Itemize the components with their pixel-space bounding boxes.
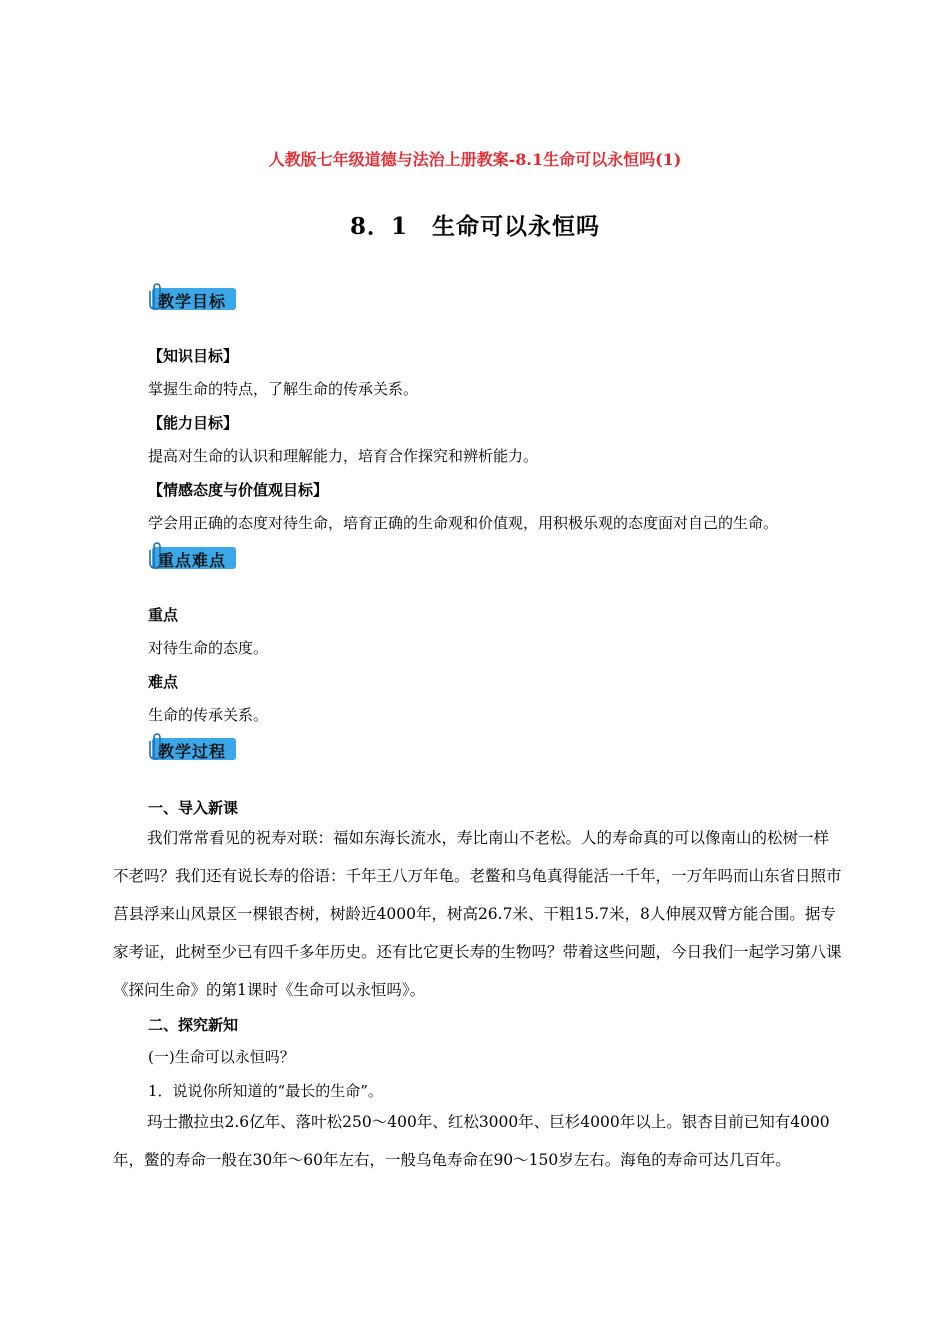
explore-heading: 二、探究新知 bbox=[148, 1016, 239, 1034]
emotion-goal-text: 学会用正确的态度对待生命，培育正确的生命观和价值观，用积极乐观的态度面对自己的生命。 bbox=[148, 514, 779, 532]
section-badge-process bbox=[146, 736, 238, 762]
section-badge-label: 教学过程 bbox=[158, 742, 227, 761]
knowledge-goal-text: 掌握生命的特点，了解生命的传承关系。 bbox=[148, 380, 419, 398]
key-point-text: 对待生命的态度。 bbox=[148, 639, 269, 657]
section-badge-label: 教学目标 bbox=[158, 292, 227, 311]
subsection-heading: (一)生命可以永恒吗？ bbox=[148, 1048, 295, 1066]
difficulty-label: 难点 bbox=[148, 673, 179, 691]
ability-goal-label: 【能力目标】 bbox=[148, 414, 239, 432]
intro-paragraph: 我们常常看见的祝寿对联：福如东海长流水，寿比南山不老松。人的寿命真的可以像南山的松树一样不老吗？我们还有说长寿的俗语：千年王八万年龟。老鳖和乌龟真得能活一千年，一万年吗而山东省日照市莒县浮来山风景区一棵银杏树，树龄近4000年，树高26.7米、干粗15.7米，8人伸展双臂方能合围。据专家考证，此树至少已有四千多年历史。还有比它更长寿的生物吗？带着这些问题，今日我们一起学习第八课《探问生命》的第1课时《生命可以永恒吗》。 bbox=[113, 829, 842, 999]
section-badge-goals bbox=[146, 286, 238, 312]
lesson-title: 8．1 生命可以永恒吗 bbox=[349, 213, 600, 240]
knowledge-goal-label: 【知识目标】 bbox=[148, 347, 239, 365]
emotion-goal-label: 【情感态度与价值观目标】 bbox=[148, 481, 329, 499]
item-1-paragraph: 玛士撒拉虫2.6亿年、落叶松250～400年、红松3000年、巨杉4000年以上。银杏目前已知有4000年，鳖的寿命一般在30年～60年左右，一般乌龟寿命在90～150岁左右。海龟的寿命可达几百年。 bbox=[113, 1113, 830, 1169]
document-header-title: 人教版七年级道德与法治上册教案-8.1生命可以永恒吗(1) bbox=[268, 150, 682, 169]
key-point-label: 重点 bbox=[148, 606, 179, 624]
ability-goal-text: 提高对生命的认识和理解能力，培育合作探究和辨析能力。 bbox=[148, 447, 539, 465]
section-badge-label: 重点难点 bbox=[158, 551, 227, 570]
item-1-heading: 1．说说你所知道的“最长的生命”。 bbox=[148, 1082, 383, 1100]
intro-heading: 一、导入新课 bbox=[148, 799, 239, 817]
difficulty-text: 生命的传承关系。 bbox=[148, 706, 269, 724]
section-badge-keypoints bbox=[146, 545, 238, 571]
